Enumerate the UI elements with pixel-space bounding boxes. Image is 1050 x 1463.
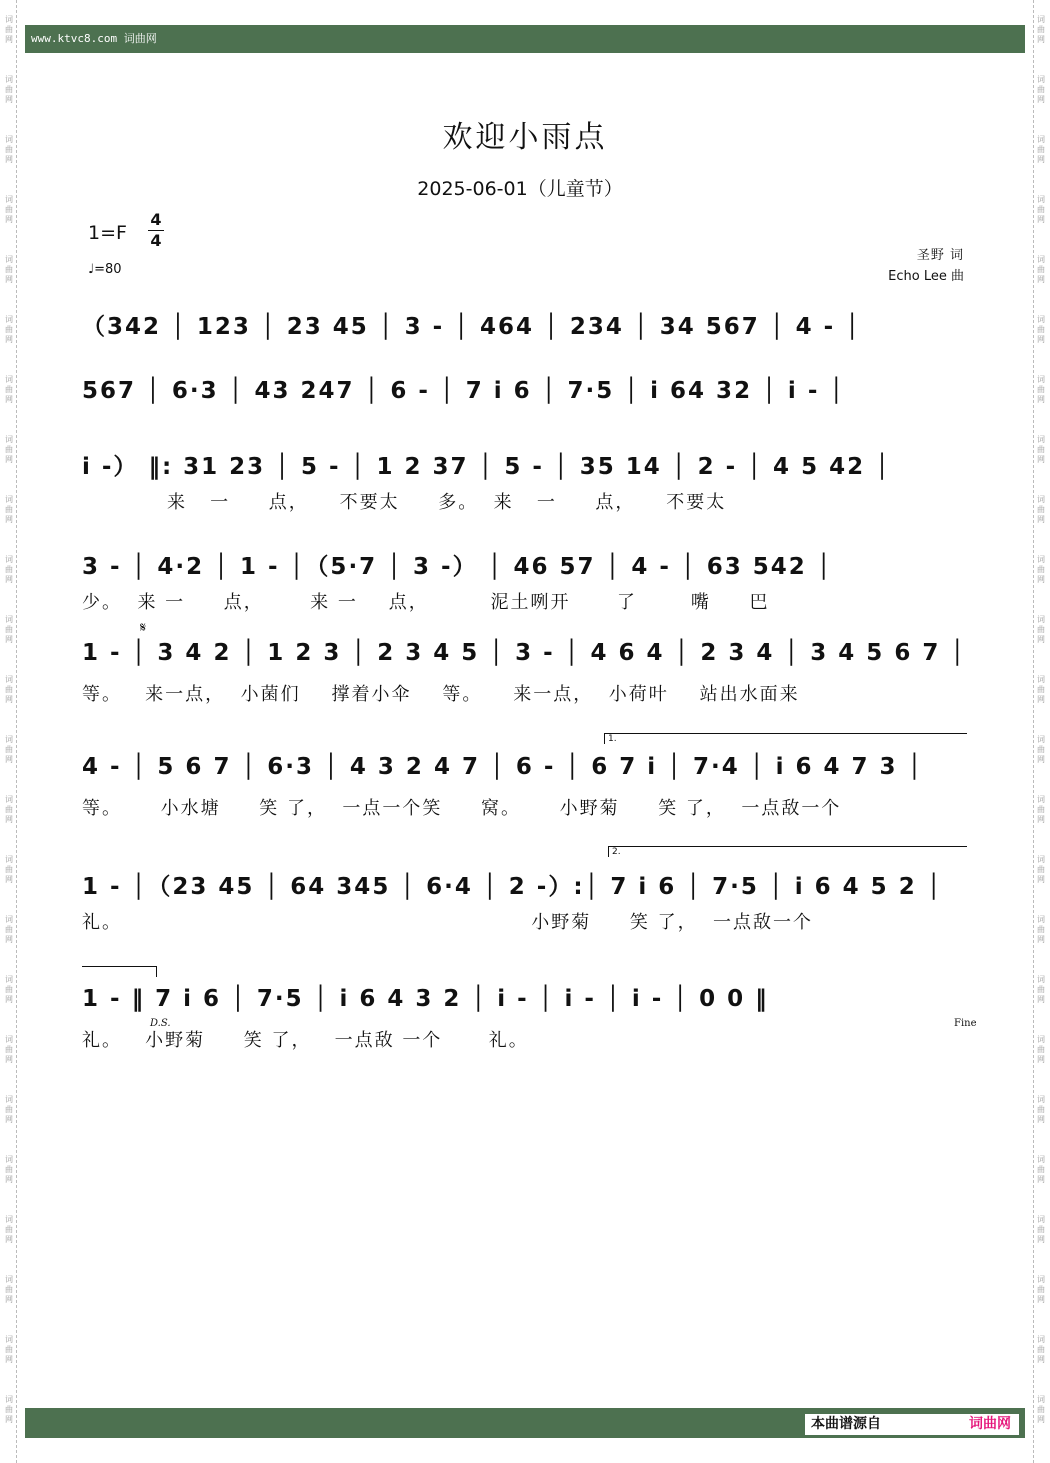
watermark-char: 词	[5, 195, 13, 204]
watermark-unit	[5, 360, 13, 420]
watermark-unit	[1037, 300, 1045, 360]
watermark-char: 词	[1037, 1035, 1045, 1044]
watermark-char: 曲	[5, 1405, 13, 1414]
notation-row-1: （342 │ 123 │ 23 45 │ 3 - │ 464 │ 234 │ 34 567 │ 4 - │	[82, 314, 862, 340]
watermark-char: 曲	[5, 1045, 13, 1054]
watermark-char: 网	[5, 815, 13, 824]
lyric-row-8: 礼。 小野菊 笑 了， 一点敌 一个 礼。	[82, 1030, 529, 1051]
watermark-char: 曲	[5, 985, 13, 994]
watermark-char: 词	[5, 15, 13, 24]
watermark-unit	[1037, 660, 1045, 720]
watermark-char: 词	[5, 735, 13, 744]
watermark-char: 词	[1037, 915, 1045, 924]
watermark-char: 曲	[5, 385, 13, 394]
watermark-char: 词	[5, 975, 13, 984]
volta-2-label: 2.	[612, 847, 621, 857]
watermark-char: 词	[5, 255, 13, 264]
watermark-char: 词	[5, 1095, 13, 1104]
lyric-row-7: 礼。 小野菊 笑 了， 一点敌一个	[82, 912, 814, 933]
watermark-char: 网	[5, 1115, 13, 1124]
watermark-char: 网	[5, 155, 13, 164]
meter-bottom: 4	[150, 231, 162, 250]
watermark-char: 曲	[1037, 1045, 1045, 1054]
lyric-row-6: 等。 小水塘 笑 了， 一点一个笑 窝。 小野菊 笑 了， 一点敌一个	[82, 798, 842, 819]
watermark-char: 网	[5, 695, 13, 704]
watermark-char: 网	[5, 95, 13, 104]
watermark-char: 曲	[5, 85, 13, 94]
segno-sign: 𝄋	[140, 620, 147, 636]
watermark-char: 词	[1037, 255, 1045, 264]
watermark-char: 网	[5, 35, 13, 44]
watermark-char: 网	[5, 875, 13, 884]
watermark-unit	[5, 420, 13, 480]
watermark-char: 词	[1037, 855, 1045, 864]
watermark-char: 网	[1037, 815, 1045, 824]
watermark-char: 曲	[1037, 985, 1045, 994]
watermark-unit	[1037, 1020, 1045, 1080]
watermark-unit	[1037, 720, 1045, 780]
watermark-char: 曲	[1037, 1165, 1045, 1174]
watermark-unit	[5, 840, 13, 900]
watermark-char: 词	[1037, 15, 1045, 24]
watermark-unit	[5, 1080, 13, 1140]
watermark-unit	[5, 0, 13, 60]
watermark-char: 曲	[1037, 1105, 1045, 1114]
footer-bar	[25, 1408, 1025, 1438]
watermark-char: 词	[1037, 555, 1045, 564]
watermark-char: 词	[1037, 795, 1045, 804]
watermark-char: 网	[1037, 1415, 1045, 1424]
notation-row-4: 3 - │ 4·2 │ 1 - │（5·7 │ 3 -） │ 46 57 │ 4 - │ 63 542 │	[82, 554, 833, 580]
watermark-unit	[1037, 1140, 1045, 1200]
watermark-unit	[5, 720, 13, 780]
watermark-unit	[5, 660, 13, 720]
composer-credit: Echo Lee 曲	[888, 269, 964, 284]
watermark-char: 网	[1037, 215, 1045, 224]
watermark-char: 词	[1037, 1335, 1045, 1344]
watermark-unit	[1037, 1080, 1045, 1140]
watermark-char: 曲	[1037, 325, 1045, 334]
watermark-unit	[1037, 480, 1045, 540]
lyricist-credit: 圣野 词	[916, 248, 964, 263]
watermark-char: 网	[5, 935, 13, 944]
watermark-char: 曲	[1037, 1405, 1045, 1414]
watermark-char: 词	[1037, 975, 1045, 984]
watermark-char: 网	[1037, 695, 1045, 704]
meter-top: 4	[150, 210, 162, 229]
watermark-char: 曲	[5, 505, 13, 514]
watermark-char: 曲	[1037, 925, 1045, 934]
watermark-unit	[5, 480, 13, 540]
watermark-char: 曲	[5, 865, 13, 874]
watermark-char: 词	[5, 495, 13, 504]
watermark-unit	[1037, 1200, 1045, 1260]
watermark-char: 曲	[1037, 445, 1045, 454]
notation-row-8: 1 - ‖ 7 i 6 │ 7·5 │ i 6 4 3 2 │ i - │ i - │ i - │ 0 0 ‖	[82, 986, 769, 1012]
watermark-char: 网	[5, 995, 13, 1004]
watermark-char: 网	[5, 1415, 13, 1424]
watermark-char: 词	[5, 315, 13, 324]
song-subtitle: 2025-06-01（儿童节）	[417, 178, 623, 200]
site-url[interactable]: www.ktvc8.com 词曲网	[31, 32, 157, 45]
watermark-char: 词	[1037, 1395, 1045, 1404]
watermark-char: 曲	[1037, 385, 1045, 394]
watermark-char: 曲	[1037, 25, 1045, 34]
watermark-unit	[5, 960, 13, 1020]
watermark-unit	[1037, 780, 1045, 840]
watermark-unit	[1037, 1260, 1045, 1320]
notation-row-2: 567 │ 6·3 │ 43 247 │ 6 - │ 7 i 6 │ 7·5 │ i 64 32 │ i - │	[82, 378, 846, 404]
watermark-char: 网	[1037, 1235, 1045, 1244]
watermark-char: 网	[1037, 1355, 1045, 1364]
watermark-unit	[1037, 840, 1045, 900]
watermark-char: 网	[1037, 635, 1045, 644]
watermark-char: 网	[1037, 95, 1045, 104]
watermark-char: 词	[5, 615, 13, 624]
notation-row-3: i -） ‖: 31 23 │ 5 - │ 1 2 37 │ 5 - │ 35 14 │ 2 - │ 4 5 42 │	[82, 454, 891, 480]
watermark-unit	[5, 1320, 13, 1380]
watermark-char: 词	[1037, 435, 1045, 444]
watermark-char: 曲	[1037, 565, 1045, 574]
watermark-char: 网	[5, 335, 13, 344]
watermark-char: 曲	[5, 625, 13, 634]
watermark-char: 词	[1037, 1275, 1045, 1284]
watermark-char: 网	[5, 275, 13, 284]
watermark-char: 曲	[1037, 1345, 1045, 1354]
watermark-char: 网	[1037, 995, 1045, 1004]
watermark-unit	[1037, 0, 1045, 60]
watermark-char: 曲	[1037, 205, 1045, 214]
watermark-char: 网	[1037, 455, 1045, 464]
watermark-char: 曲	[1037, 625, 1045, 634]
watermark-char: 网	[5, 1235, 13, 1244]
footer-source-text: 本曲谱源自	[811, 1416, 881, 1432]
watermark-char: 网	[1037, 155, 1045, 164]
coda-bracket	[82, 966, 157, 977]
watermark-char: 词	[5, 795, 13, 804]
watermark-char: 词	[1037, 315, 1045, 324]
watermark-char: 网	[1037, 875, 1045, 884]
footer-brand[interactable]: 词曲网	[969, 1416, 1011, 1432]
tempo-marking: ♩=80	[88, 262, 122, 277]
watermark-char: 网	[5, 395, 13, 404]
watermark-char: 网	[1037, 1115, 1045, 1124]
watermark-char: 网	[1037, 755, 1045, 764]
watermark-unit	[5, 600, 13, 660]
watermark-char: 网	[1037, 1295, 1045, 1304]
lyric-row-3: 来 一 点， 不要太 多。 来 一 点， 不要太	[82, 492, 727, 513]
watermark-char: 曲	[1037, 145, 1045, 154]
watermark-unit	[5, 240, 13, 300]
first-ending-bracket	[604, 733, 967, 744]
right-watermark-column	[1033, 0, 1048, 1463]
watermark-char: 曲	[5, 925, 13, 934]
watermark-unit	[1037, 1380, 1045, 1440]
watermark-char: 词	[5, 1275, 13, 1284]
watermark-unit	[5, 1260, 13, 1320]
watermark-char: 曲	[1037, 745, 1045, 754]
watermark-unit	[5, 540, 13, 600]
watermark-char: 词	[1037, 1155, 1045, 1164]
watermark-char: 词	[1037, 135, 1045, 144]
watermark-unit	[1037, 600, 1045, 660]
watermark-char: 词	[5, 135, 13, 144]
watermark-char: 词	[1037, 375, 1045, 384]
watermark-char: 曲	[5, 685, 13, 694]
watermark-char: 曲	[1037, 805, 1045, 814]
watermark-char: 网	[1037, 335, 1045, 344]
watermark-char: 曲	[5, 1345, 13, 1354]
watermark-unit	[1037, 960, 1045, 1020]
watermark-char: 词	[5, 75, 13, 84]
watermark-char: 词	[5, 855, 13, 864]
watermark-char: 网	[5, 1055, 13, 1064]
watermark-char: 网	[5, 1175, 13, 1184]
watermark-char: 网	[5, 635, 13, 644]
watermark-unit	[5, 1200, 13, 1260]
watermark-char: 词	[1037, 195, 1045, 204]
watermark-char: 曲	[5, 1105, 13, 1114]
watermark-char: 词	[5, 915, 13, 924]
watermark-char: 词	[1037, 1095, 1045, 1104]
watermark-char: 网	[1037, 1175, 1045, 1184]
watermark-char: 曲	[5, 145, 13, 154]
watermark-char: 网	[1037, 1055, 1045, 1064]
watermark-char: 词	[5, 1035, 13, 1044]
watermark-char: 曲	[1037, 505, 1045, 514]
watermark-unit	[1037, 60, 1045, 120]
watermark-char: 曲	[1037, 1285, 1045, 1294]
watermark-unit	[5, 1020, 13, 1080]
watermark-char: 网	[1037, 275, 1045, 284]
notation-row-6: 4 - │ 5 6 7 │ 6·3 │ 4 3 2 4 7 │ 6 - │ 6 7 i │ 7·4 │ i 6 4 7 3 │	[82, 754, 924, 780]
watermark-char: 曲	[5, 325, 13, 334]
watermark-unit	[1037, 900, 1045, 960]
watermark-unit	[1037, 420, 1045, 480]
lyric-row-5: 等。 来一点， 小菌们 撑着小伞 等。 来一点， 小荷叶 站出水面来	[82, 684, 800, 705]
watermark-char: 网	[5, 1355, 13, 1364]
watermark-char: 曲	[1037, 265, 1045, 274]
watermark-char: 网	[5, 1295, 13, 1304]
watermark-char: 网	[5, 455, 13, 464]
watermark-char: 词	[5, 375, 13, 384]
watermark-char: 词	[1037, 75, 1045, 84]
watermark-char: 网	[5, 215, 13, 224]
watermark-char: 曲	[5, 805, 13, 814]
watermark-char: 词	[1037, 615, 1045, 624]
watermark-char: 网	[5, 515, 13, 524]
watermark-char: 网	[1037, 395, 1045, 404]
key-signature: 1=F	[88, 222, 127, 244]
watermark-char: 网	[1037, 515, 1045, 524]
watermark-char: 词	[5, 675, 13, 684]
watermark-unit	[5, 300, 13, 360]
watermark-char: 词	[5, 555, 13, 564]
watermark-unit	[5, 780, 13, 840]
watermark-char: 曲	[5, 745, 13, 754]
watermark-unit	[1037, 240, 1045, 300]
watermark-char: 曲	[5, 445, 13, 454]
watermark-char: 词	[5, 1335, 13, 1344]
watermark-unit	[5, 1140, 13, 1200]
watermark-char: 曲	[5, 1165, 13, 1174]
watermark-char: 词	[5, 1395, 13, 1404]
watermark-char: 曲	[5, 1225, 13, 1234]
song-title: 欢迎小雨点	[442, 120, 608, 155]
watermark-char: 曲	[5, 25, 13, 34]
volta-1-label: 1.	[608, 734, 617, 744]
watermark-char: 曲	[1037, 85, 1045, 94]
watermark-char: 曲	[1037, 685, 1045, 694]
notation-row-5: 1 - │ 3 4 2 │ 1 2 3 │ 2 3 4 5 │ 3 - │ 4 6 4 │ 2 3 4 │ 3 4 5 6 7 │	[82, 640, 967, 666]
watermark-char: 曲	[1037, 1225, 1045, 1234]
watermark-char: 词	[5, 435, 13, 444]
watermark-char: 网	[1037, 575, 1045, 584]
watermark-char: 网	[5, 755, 13, 764]
source-box[interactable]	[805, 1414, 1019, 1435]
watermark-char: 词	[5, 1215, 13, 1224]
watermark-char: 曲	[5, 265, 13, 274]
watermark-char: 网	[1037, 935, 1045, 944]
watermark-char: 词	[1037, 735, 1045, 744]
left-watermark-column	[2, 0, 17, 1463]
watermark-unit	[1037, 1320, 1045, 1380]
watermark-char: 曲	[5, 205, 13, 214]
watermark-char: 词	[1037, 675, 1045, 684]
ds-marking: D.S.	[150, 1018, 171, 1029]
watermark-char: 曲	[5, 1285, 13, 1294]
time-signature	[148, 210, 164, 251]
fine-marking: Fine	[954, 1018, 977, 1029]
watermark-unit	[1037, 360, 1045, 420]
lyric-row-4: 少。 来 一 点， 来 一 点， 泥土咧开 了 嘴 巴	[82, 592, 770, 613]
header-bar	[25, 25, 1025, 53]
watermark-unit	[5, 1380, 13, 1440]
watermark-char: 曲	[1037, 865, 1045, 874]
watermark-unit	[1037, 540, 1045, 600]
watermark-char: 词	[1037, 1215, 1045, 1224]
watermark-unit	[5, 60, 13, 120]
second-ending-bracket	[608, 846, 967, 857]
watermark-char: 网	[1037, 35, 1045, 44]
watermark-char: 词	[5, 1155, 13, 1164]
watermark-char: 词	[1037, 495, 1045, 504]
watermark-char: 曲	[5, 565, 13, 574]
watermark-char: 网	[5, 575, 13, 584]
watermark-unit	[5, 900, 13, 960]
notation-row-7: 1 - │（23 45 │ 64 345 │ 6·4 │ 2 -）:│ 7 i 6 │ 7·5 │ i 6 4 5 2 │	[82, 874, 943, 900]
